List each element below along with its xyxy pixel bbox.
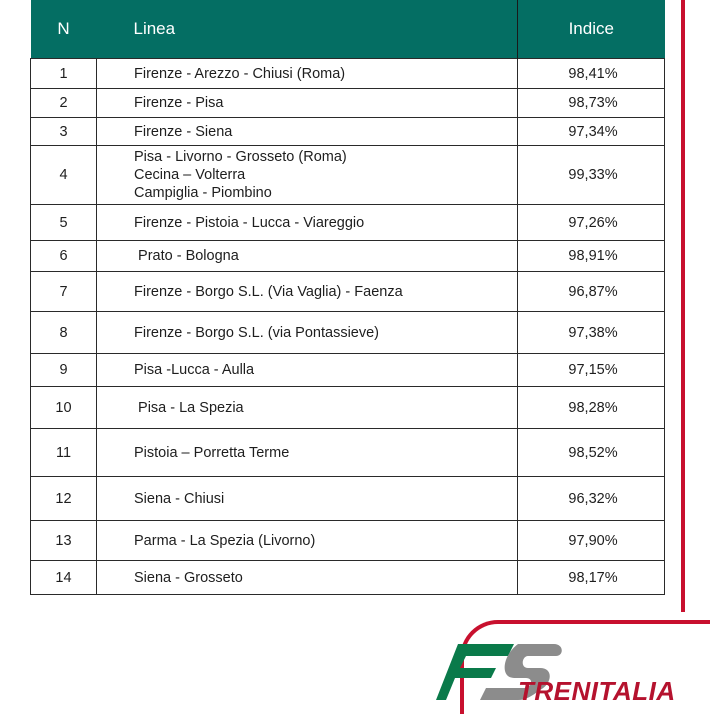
trenitalia-wordmark: TRENITALIA [518,676,676,706]
row-number: 1 [31,59,97,89]
header-n: N [31,0,97,59]
row-number: 10 [31,387,97,429]
header-linea: Linea [97,0,518,59]
row-line [97,561,518,595]
line-name: Pisa - Livorno - Grosseto (Roma) [134,149,347,165]
row-line [97,521,518,561]
table-row [31,429,665,477]
table-row [31,118,665,146]
row-number: 11 [31,429,97,477]
row-index-value: 99,33% [518,146,665,205]
line-name: Campiglia - Piombino [134,185,272,201]
table-row [31,354,665,387]
line-name: Siena - Chiusi [134,490,225,507]
row-line [97,118,518,146]
table-row [31,272,665,312]
row-line [97,59,518,89]
table-header-row [31,0,665,59]
line-name: Firenze - Pisa [134,95,224,111]
row-number: 13 [31,521,97,561]
table-row [31,561,665,595]
line-name: Firenze - Pistoia - Lucca - Viareggio [134,214,365,231]
line-name: Firenze - Arezzo - Chiusi (Roma) [134,65,346,82]
table-row [31,387,665,429]
table-row [31,312,665,354]
row-number: 3 [31,118,97,146]
row-number: 9 [31,354,97,387]
line-name: Parma - La Spezia (Livorno) [134,532,316,549]
row-index-value: 98,91% [518,241,665,272]
row-number: 6 [31,241,97,272]
table-row [31,241,665,272]
line-name: Firenze - Borgo S.L. (via Pontassieve) [134,324,379,341]
row-number: 14 [31,561,97,595]
row-line [97,272,518,312]
row-index-value: 96,87% [518,272,665,312]
row-number: 7 [31,272,97,312]
row-line [97,205,518,241]
row-index-value: 97,26% [518,205,665,241]
row-index-value: 98,52% [518,429,665,477]
row-line [97,312,518,354]
row-index-value: 97,38% [518,312,665,354]
header-indice: Indice [518,0,665,59]
row-index-value: 96,32% [518,477,665,521]
table-row [31,205,665,241]
row-line [97,429,518,477]
table-body [31,59,665,595]
line-name: Cecina – Volterra [134,167,246,183]
row-index-value: 97,90% [518,521,665,561]
line-name: Pistoia – Porretta Terme [134,444,290,461]
row-line [97,477,518,521]
row-index-value: 98,73% [518,89,665,118]
line-name: Siena - Grosseto [134,569,243,586]
row-index-value: 98,28% [518,387,665,429]
row-number: 5 [31,205,97,241]
row-index-value: 98,17% [518,561,665,595]
line-name: Pisa - La Spezia [134,399,244,416]
row-line [97,387,518,429]
line-name: Prato - Bologna [134,248,239,264]
table-row [31,89,665,118]
row-number: 12 [31,477,97,521]
row-number: 4 [31,146,97,205]
row-line [97,146,518,205]
table-row [31,477,665,521]
row-index-value: 97,34% [518,118,665,146]
row-index-value: 98,41% [518,59,665,89]
table-row [31,146,665,205]
row-line [97,354,518,387]
row-line [97,241,518,272]
frame-line-right [681,0,685,612]
row-number: 8 [31,312,97,354]
row-line [97,89,518,118]
table-row [31,521,665,561]
row-number: 2 [31,89,97,118]
line-name: Firenze - Siena [134,123,233,140]
line-name: Pisa -Lucca - Aulla [134,362,255,378]
table-row [31,59,665,89]
punctuality-table [30,0,665,595]
row-index-value: 97,15% [518,354,665,387]
line-name: Firenze - Borgo S.L. (Via Vaglia) - Faenza [134,283,403,300]
